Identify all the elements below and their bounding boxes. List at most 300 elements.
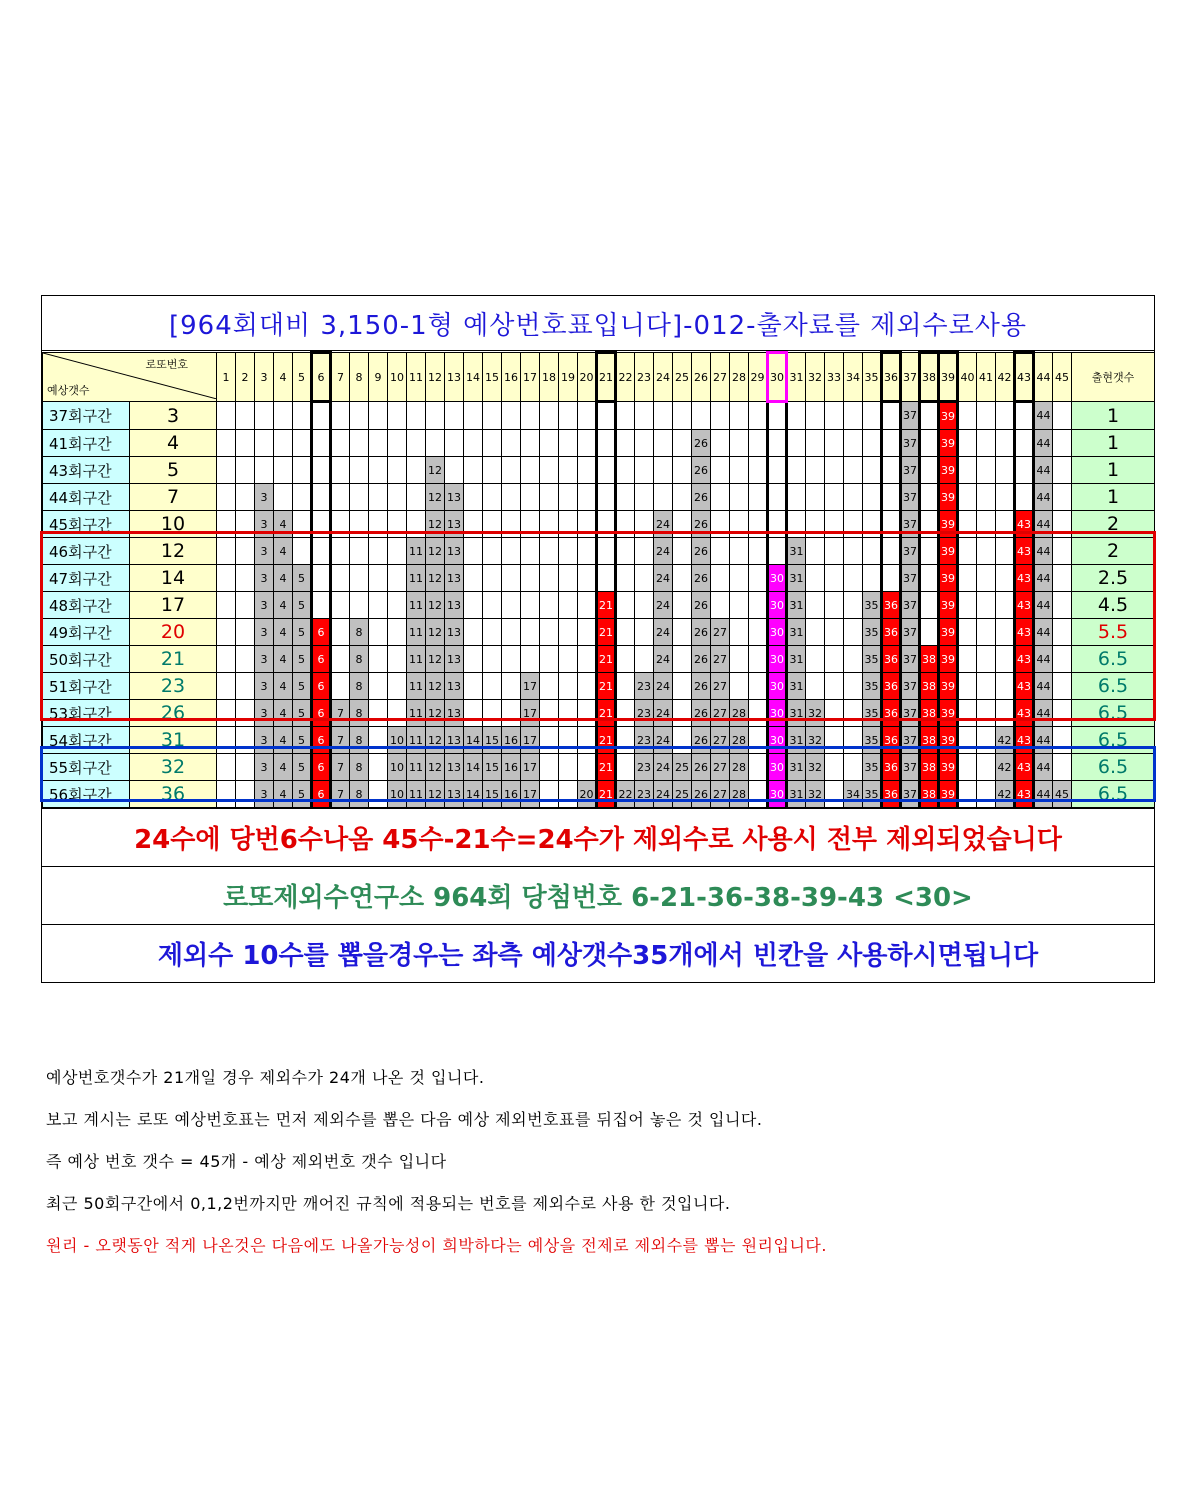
number-cell-empty xyxy=(787,430,806,457)
number-cell-empty xyxy=(540,619,559,646)
number-cell-empty xyxy=(920,402,939,430)
number-cell-marked: 32 xyxy=(806,727,825,754)
number-cell-empty xyxy=(236,538,255,565)
number-cell-empty xyxy=(825,673,844,700)
number-cell-empty xyxy=(711,592,730,619)
number-cell-empty xyxy=(825,754,844,781)
number-cell-empty xyxy=(464,457,483,484)
number-cell-marked: 37 xyxy=(901,646,920,673)
number-cell-marked: 26 xyxy=(692,484,711,511)
number-cell-empty xyxy=(521,430,540,457)
number-cell-empty xyxy=(977,402,996,430)
number-cell-empty xyxy=(844,619,863,646)
number-cell-empty xyxy=(331,619,350,646)
number-cell-marked: 17 xyxy=(521,754,540,781)
number-cell-marked: 38 xyxy=(920,727,939,754)
number-cell-empty xyxy=(502,430,521,457)
number-cell-empty xyxy=(255,430,274,457)
number-cell-empty xyxy=(236,700,255,727)
number-cell-empty xyxy=(369,484,388,511)
number-header-33: 33 xyxy=(825,353,844,402)
number-cell-marked: 7 xyxy=(331,754,350,781)
number-cell-empty xyxy=(540,673,559,700)
number-cell-marked: 43 xyxy=(1015,781,1034,808)
number-cell-empty xyxy=(787,402,806,430)
number-cell-empty xyxy=(483,484,502,511)
number-cell-marked: 35 xyxy=(863,646,882,673)
number-cell-empty xyxy=(920,457,939,484)
number-cell-empty xyxy=(1053,754,1072,781)
number-cell-empty xyxy=(597,511,616,538)
number-cell-marked: 30 xyxy=(768,646,787,673)
table-row xyxy=(43,781,1155,808)
number-cell-empty xyxy=(578,646,597,673)
number-cell-marked: 3 xyxy=(255,511,274,538)
number-cell-marked: 44 xyxy=(1034,754,1053,781)
number-cell-marked: 26 xyxy=(692,646,711,673)
number-cell-empty xyxy=(483,619,502,646)
number-cell-empty xyxy=(749,511,768,538)
number-cell-empty xyxy=(730,402,749,430)
number-cell-empty xyxy=(768,402,787,430)
number-cell-empty xyxy=(388,511,407,538)
number-cell-empty xyxy=(236,646,255,673)
number-cell-marked: 11 xyxy=(407,619,426,646)
number-cell-marked: 12 xyxy=(426,781,445,808)
number-cell-empty xyxy=(502,673,521,700)
number-cell-empty xyxy=(217,673,236,700)
number-cell-empty xyxy=(673,700,692,727)
number-cell-empty xyxy=(217,754,236,781)
number-cell-marked: 5 xyxy=(293,727,312,754)
predicted-count: 21 xyxy=(130,646,217,673)
number-cell-empty xyxy=(882,538,901,565)
number-cell-empty xyxy=(920,484,939,511)
number-cell-empty xyxy=(1015,484,1034,511)
number-cell-marked: 39 xyxy=(939,484,958,511)
number-cell-empty xyxy=(616,646,635,673)
number-header-12: 12 xyxy=(426,353,445,402)
number-cell-marked: 21 xyxy=(597,619,616,646)
number-cell-marked: 43 xyxy=(1015,700,1034,727)
number-cell-empty xyxy=(502,457,521,484)
number-cell-marked: 12 xyxy=(426,484,445,511)
number-cell-empty xyxy=(711,457,730,484)
number-cell-empty xyxy=(958,402,977,430)
number-cell-empty xyxy=(331,565,350,592)
number-cell-marked: 11 xyxy=(407,646,426,673)
number-cell-empty xyxy=(1053,402,1072,430)
number-cell-empty xyxy=(483,673,502,700)
number-cell-empty xyxy=(958,727,977,754)
number-cell-empty xyxy=(578,402,597,430)
number-cell-empty xyxy=(578,673,597,700)
number-cell-marked: 37 xyxy=(901,430,920,457)
table-row xyxy=(43,538,1155,565)
number-cell-empty xyxy=(806,402,825,430)
number-cell-empty xyxy=(616,402,635,430)
number-cell-empty xyxy=(977,754,996,781)
number-cell-empty xyxy=(369,781,388,808)
number-cell-empty xyxy=(654,484,673,511)
number-cell-marked: 35 xyxy=(863,619,882,646)
number-cell-empty xyxy=(312,402,331,430)
number-cell-marked: 28 xyxy=(730,700,749,727)
number-cell-marked: 6 xyxy=(312,700,331,727)
lotto-sheet xyxy=(41,295,1155,983)
number-cell-empty xyxy=(749,673,768,700)
number-cell-empty xyxy=(730,484,749,511)
number-cell-empty xyxy=(711,430,730,457)
number-cell-empty xyxy=(977,673,996,700)
number-cell-marked: 13 xyxy=(445,727,464,754)
number-cell-marked: 44 xyxy=(1034,484,1053,511)
number-header-3: 3 xyxy=(255,353,274,402)
number-cell-empty xyxy=(483,430,502,457)
number-cell-marked: 6 xyxy=(312,781,331,808)
number-cell-marked: 8 xyxy=(350,619,369,646)
number-cell-empty xyxy=(445,457,464,484)
number-cell-empty xyxy=(255,457,274,484)
number-cell-marked: 36 xyxy=(882,700,901,727)
number-cell-marked: 26 xyxy=(692,430,711,457)
number-cell-marked: 3 xyxy=(255,646,274,673)
number-cell-marked: 37 xyxy=(901,565,920,592)
number-cell-marked: 43 xyxy=(1015,673,1034,700)
number-cell-marked: 44 xyxy=(1034,511,1053,538)
number-cell-empty xyxy=(388,673,407,700)
number-cell-empty xyxy=(1053,538,1072,565)
number-cell-marked: 4 xyxy=(274,511,293,538)
number-cell-marked: 44 xyxy=(1034,700,1053,727)
row-label: 45회구간 xyxy=(43,511,130,538)
number-cell-marked: 10 xyxy=(388,727,407,754)
number-cell-empty xyxy=(673,538,692,565)
number-cell-marked: 34 xyxy=(844,781,863,808)
number-cell-marked: 4 xyxy=(274,700,293,727)
number-cell-marked: 12 xyxy=(426,538,445,565)
number-cell-empty xyxy=(616,538,635,565)
number-cell-empty xyxy=(844,538,863,565)
note-row: 제외수 10수를 뽑을경우는 좌측 예상갯수35개에서 빈칸을 사용하시면됩니다 xyxy=(42,924,1154,982)
number-cell-empty xyxy=(540,727,559,754)
number-cell-marked: 26 xyxy=(692,673,711,700)
number-cell-marked: 30 xyxy=(768,592,787,619)
number-cell-empty xyxy=(369,511,388,538)
number-cell-empty xyxy=(711,402,730,430)
number-cell-empty xyxy=(217,457,236,484)
number-cell-marked: 24 xyxy=(654,592,673,619)
number-cell-empty xyxy=(426,430,445,457)
number-header-29: 29 xyxy=(749,353,768,402)
number-cell-empty xyxy=(369,754,388,781)
number-cell-marked: 26 xyxy=(692,727,711,754)
number-cell-marked: 37 xyxy=(901,673,920,700)
row-label: 47회구간 xyxy=(43,565,130,592)
number-cell-marked: 3 xyxy=(255,781,274,808)
number-cell-empty xyxy=(673,727,692,754)
number-cell-marked: 8 xyxy=(350,727,369,754)
number-cell-empty xyxy=(616,484,635,511)
number-cell-empty xyxy=(464,646,483,673)
number-cell-marked: 7 xyxy=(331,700,350,727)
number-cell-marked: 37 xyxy=(901,511,920,538)
number-cell-marked: 30 xyxy=(768,673,787,700)
number-cell-marked: 31 xyxy=(787,673,806,700)
predicted-count: 7 xyxy=(130,484,217,511)
number-cell-empty xyxy=(768,457,787,484)
number-cell-empty xyxy=(464,484,483,511)
number-cell-empty xyxy=(464,565,483,592)
number-cell-empty xyxy=(996,646,1015,673)
number-cell-marked: 23 xyxy=(635,727,654,754)
number-cell-marked: 37 xyxy=(901,781,920,808)
number-cell-empty xyxy=(274,430,293,457)
number-cell-empty xyxy=(882,565,901,592)
number-header-40: 40 xyxy=(958,353,977,402)
number-cell-empty xyxy=(616,754,635,781)
number-cell-empty xyxy=(464,700,483,727)
number-cell-empty xyxy=(350,565,369,592)
number-cell-empty xyxy=(540,457,559,484)
row-label: 37회구간 xyxy=(43,402,130,430)
number-cell-empty xyxy=(958,538,977,565)
number-cell-marked: 6 xyxy=(312,673,331,700)
number-cell-empty xyxy=(426,402,445,430)
number-cell-marked: 24 xyxy=(654,619,673,646)
number-cell-marked: 43 xyxy=(1015,619,1034,646)
number-cell-empty xyxy=(730,565,749,592)
number-cell-empty xyxy=(825,565,844,592)
number-cell-empty xyxy=(350,430,369,457)
number-cell-empty xyxy=(635,565,654,592)
number-cell-marked: 44 xyxy=(1034,565,1053,592)
number-cell-empty xyxy=(920,511,939,538)
number-cell-marked: 24 xyxy=(654,565,673,592)
number-cell-marked: 3 xyxy=(255,565,274,592)
number-cell-empty xyxy=(958,484,977,511)
number-cell-marked: 13 xyxy=(445,538,464,565)
number-cell-empty xyxy=(464,430,483,457)
number-cell-marked: 3 xyxy=(255,754,274,781)
number-cell-marked: 3 xyxy=(255,700,274,727)
number-cell-empty xyxy=(521,484,540,511)
number-cell-empty xyxy=(844,484,863,511)
number-cell-empty xyxy=(863,565,882,592)
number-cell-marked: 36 xyxy=(882,673,901,700)
number-cell-empty xyxy=(217,484,236,511)
number-cell-empty xyxy=(749,727,768,754)
number-cell-empty xyxy=(464,619,483,646)
number-cell-marked: 27 xyxy=(711,673,730,700)
number-cell-empty xyxy=(977,565,996,592)
number-cell-empty xyxy=(464,673,483,700)
number-cell-marked: 39 xyxy=(939,700,958,727)
number-cell-marked: 13 xyxy=(445,781,464,808)
number-cell-marked: 8 xyxy=(350,673,369,700)
number-header-44: 44 xyxy=(1034,353,1053,402)
number-cell-empty xyxy=(806,538,825,565)
number-cell-marked: 27 xyxy=(711,754,730,781)
number-cell-empty xyxy=(502,511,521,538)
number-cell-empty xyxy=(369,430,388,457)
number-cell-empty xyxy=(331,430,350,457)
table-row xyxy=(43,565,1155,592)
number-cell-empty xyxy=(483,646,502,673)
number-cell-marked: 36 xyxy=(882,592,901,619)
number-cell-marked: 36 xyxy=(882,619,901,646)
number-cell-empty xyxy=(616,430,635,457)
number-cell-marked: 21 xyxy=(597,592,616,619)
number-cell-empty xyxy=(540,538,559,565)
number-cell-marked: 38 xyxy=(920,754,939,781)
predicted-count: 17 xyxy=(130,592,217,619)
number-cell-empty xyxy=(521,619,540,646)
number-cell-empty xyxy=(958,754,977,781)
number-cell-empty xyxy=(996,484,1015,511)
number-cell-marked: 21 xyxy=(597,700,616,727)
row-label: 41회구간 xyxy=(43,430,130,457)
number-cell-marked: 35 xyxy=(863,592,882,619)
number-cell-empty xyxy=(1015,430,1034,457)
number-cell-empty xyxy=(806,430,825,457)
number-cell-marked: 24 xyxy=(654,781,673,808)
number-cell-empty xyxy=(996,430,1015,457)
number-cell-marked: 11 xyxy=(407,673,426,700)
number-cell-marked: 26 xyxy=(692,565,711,592)
number-cell-marked: 16 xyxy=(502,754,521,781)
number-cell-empty xyxy=(673,484,692,511)
number-header-13: 13 xyxy=(445,353,464,402)
number-cell-empty xyxy=(977,592,996,619)
number-cell-empty xyxy=(521,511,540,538)
number-cell-empty xyxy=(217,700,236,727)
number-cell-marked: 12 xyxy=(426,727,445,754)
number-cell-empty xyxy=(654,430,673,457)
appearance-count: 2.5 xyxy=(1072,565,1155,592)
number-header-35: 35 xyxy=(863,353,882,402)
row-label: 43회구간 xyxy=(43,457,130,484)
appearance-count: 1 xyxy=(1072,484,1155,511)
number-cell-empty xyxy=(502,619,521,646)
number-cell-empty xyxy=(559,727,578,754)
number-cell-empty xyxy=(502,538,521,565)
number-cell-empty xyxy=(483,457,502,484)
number-cell-marked: 8 xyxy=(350,700,369,727)
number-cell-empty xyxy=(483,700,502,727)
number-cell-empty xyxy=(274,457,293,484)
number-cell-empty xyxy=(825,592,844,619)
number-header-31: 31 xyxy=(787,353,806,402)
table-row xyxy=(43,511,1155,538)
number-cell-empty xyxy=(730,646,749,673)
number-cell-empty xyxy=(217,565,236,592)
number-cell-empty xyxy=(445,430,464,457)
number-cell-empty xyxy=(673,646,692,673)
number-header-6: 6 xyxy=(312,353,331,402)
number-header-36: 36 xyxy=(882,353,901,402)
number-cell-empty xyxy=(369,619,388,646)
number-cell-empty xyxy=(825,402,844,430)
number-cell-empty xyxy=(635,538,654,565)
number-cell-empty xyxy=(616,511,635,538)
number-header-8: 8 xyxy=(350,353,369,402)
number-cell-empty xyxy=(863,511,882,538)
number-cell-empty xyxy=(578,727,597,754)
number-cell-empty xyxy=(502,402,521,430)
number-cell-marked: 39 xyxy=(939,646,958,673)
number-cell-empty xyxy=(407,402,426,430)
number-cell-marked: 44 xyxy=(1034,402,1053,430)
number-cell-empty xyxy=(559,619,578,646)
number-cell-empty xyxy=(616,619,635,646)
number-cell-empty xyxy=(977,727,996,754)
table-row xyxy=(43,402,1155,430)
number-cell-empty xyxy=(1053,511,1072,538)
number-cell-empty xyxy=(958,673,977,700)
number-cell-marked: 31 xyxy=(787,646,806,673)
appearance-count: 6.5 xyxy=(1072,646,1155,673)
number-cell-empty xyxy=(844,700,863,727)
number-header-21: 21 xyxy=(597,353,616,402)
number-header-28: 28 xyxy=(730,353,749,402)
number-cell-marked: 23 xyxy=(635,781,654,808)
number-cell-empty xyxy=(749,565,768,592)
number-cell-empty xyxy=(958,646,977,673)
number-cell-marked: 45 xyxy=(1053,781,1072,808)
row-label: 56회구간 xyxy=(43,781,130,808)
number-header-43: 43 xyxy=(1015,353,1034,402)
corner-bottom-label: 예상갯수 xyxy=(47,384,90,397)
number-cell-empty xyxy=(825,700,844,727)
number-cell-empty xyxy=(331,457,350,484)
number-cell-marked: 11 xyxy=(407,781,426,808)
number-cell-empty xyxy=(521,565,540,592)
number-cell-empty xyxy=(958,511,977,538)
number-cell-empty xyxy=(863,457,882,484)
number-cell-empty xyxy=(236,754,255,781)
number-cell-marked: 26 xyxy=(692,538,711,565)
number-cell-marked: 24 xyxy=(654,754,673,781)
number-cell-empty xyxy=(464,402,483,430)
number-cell-empty xyxy=(977,538,996,565)
number-cell-marked: 6 xyxy=(312,754,331,781)
number-cell-empty xyxy=(217,511,236,538)
predicted-count: 12 xyxy=(130,538,217,565)
number-cell-marked: 21 xyxy=(597,781,616,808)
number-cell-empty xyxy=(388,430,407,457)
number-cell-marked: 5 xyxy=(293,565,312,592)
number-cell-marked: 12 xyxy=(426,457,445,484)
number-cell-empty xyxy=(768,430,787,457)
number-cell-marked: 24 xyxy=(654,727,673,754)
number-cell-empty xyxy=(730,430,749,457)
number-cell-marked: 37 xyxy=(901,754,920,781)
number-cell-marked: 17 xyxy=(521,781,540,808)
number-cell-empty xyxy=(293,538,312,565)
number-cell-marked: 42 xyxy=(996,781,1015,808)
number-cell-empty xyxy=(825,457,844,484)
predicted-count: 31 xyxy=(130,727,217,754)
number-cell-marked: 12 xyxy=(426,565,445,592)
number-cell-empty xyxy=(711,484,730,511)
appearance-count: 6.5 xyxy=(1072,754,1155,781)
number-cell-marked: 15 xyxy=(483,754,502,781)
number-cell-marked: 21 xyxy=(597,673,616,700)
number-cell-empty xyxy=(559,781,578,808)
number-cell-empty xyxy=(483,538,502,565)
number-cell-marked: 15 xyxy=(483,727,502,754)
